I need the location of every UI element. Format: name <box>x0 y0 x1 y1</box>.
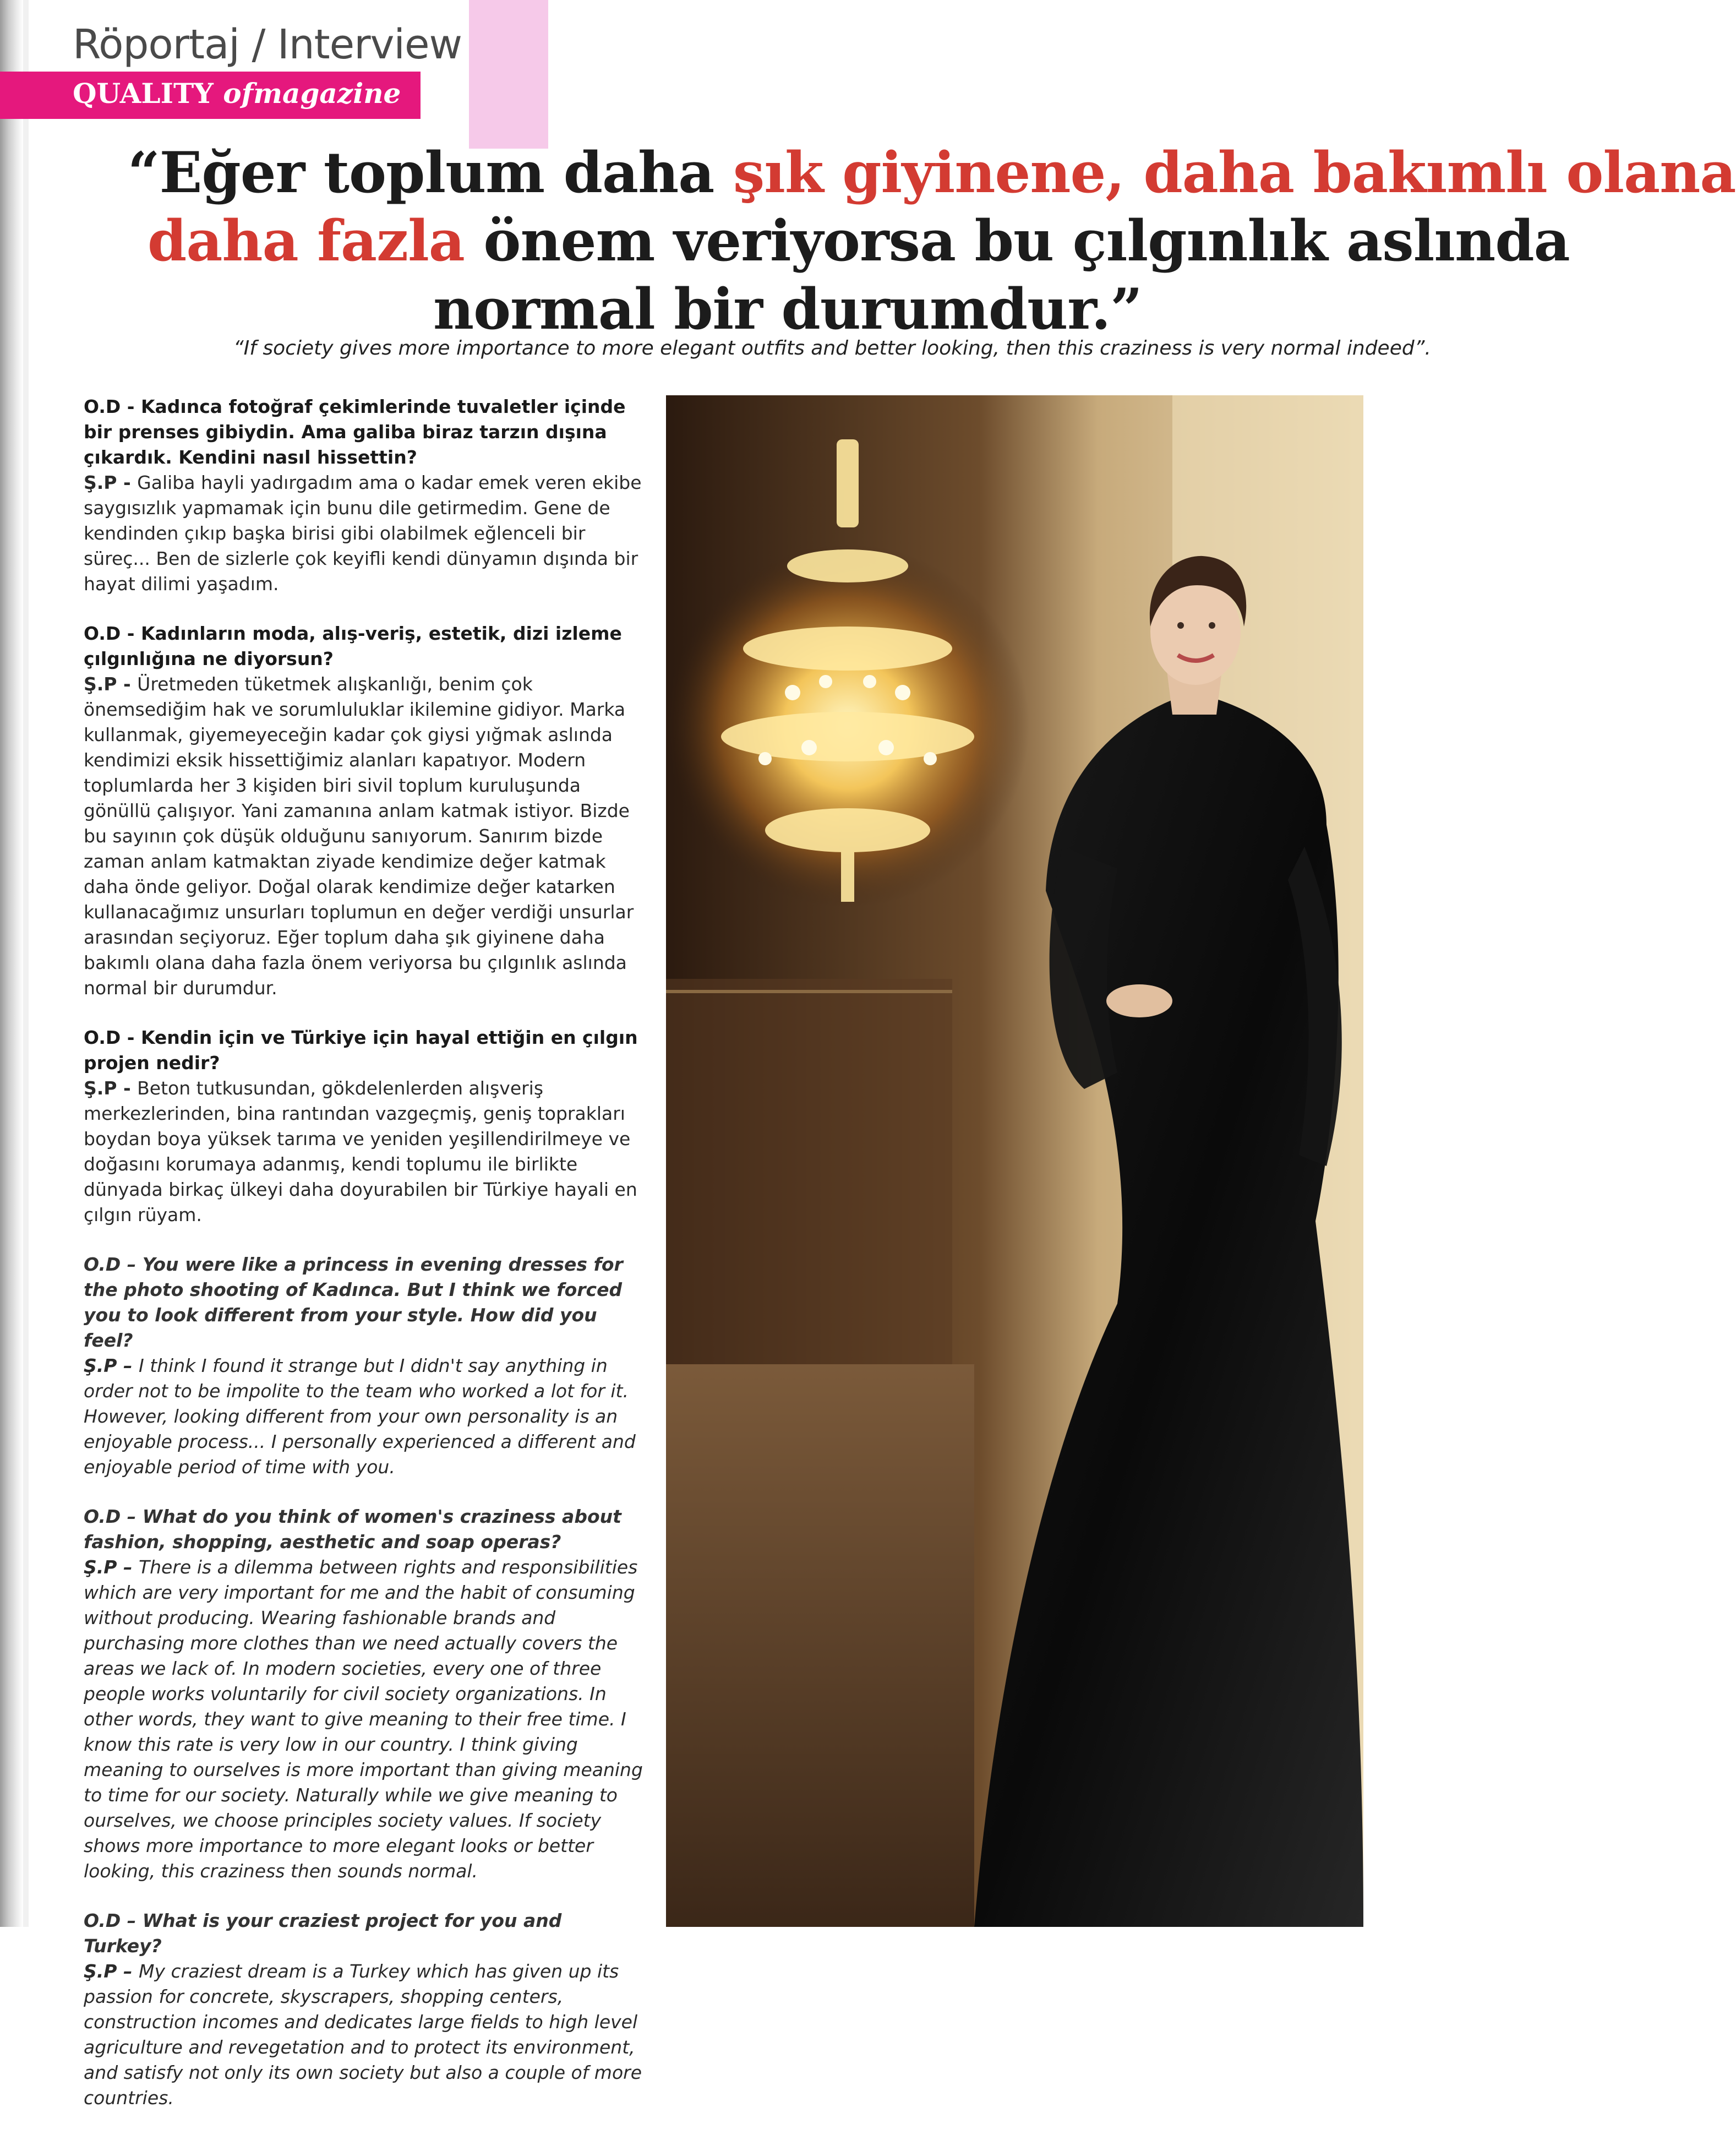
page-edge <box>23 0 29 1927</box>
headline-translation: “If society gives more importance to more elegant outfits and better looking, then this craziness is very normal indeed”. <box>233 337 1431 360</box>
portrait-photo <box>666 395 1363 1927</box>
interview-item-en-3: O.D – What is your craziest project for you and Turkey? Ş.P – My craziest dream is a Turkey which has given up its passion for concrete, skyscrapers, shopping centers, construction incomes and dedicates large fields to high level agriculture and revegetation and to protect its environment, and satisfy not only its own society but also a couple of more countries. <box>84 1910 642 2109</box>
interview-item-tr-2: O.D - Kadınların moda, alış-veriş, estetik, dizi izleme çılgınlığına ne diyorsun? Ş.P - Üretmeden tüketmek alışkanlığı, benim çok önemsediğim hak ve sorumluluklar ikilemine gidiyor. Marka kullanmak, giyemeyeceğin kadar çok giysi yığmak aslında kendimizi eksik hissettiğimiz alanları kapatıyor. Modern toplumlarda her 3 kişiden biri sivil toplum kuruluşunda gönüllü çalışıyor. Yani zamanına anlam katmak istiyor. Bizde bu sayının çok düşük olduğunu sanıyorum. Sanırım bizde zaman anlam katmaktan ziyade kendimize değer katmak daha önde geliyor. Doğal olarak kendimize değer katarken kullanacağımız unsurları toplumun en değer verdiği unsurlar arasından seçiyoruz. Eğer toplum daha şık giyinene daha bakımlı olana daha fazla önem veriyorsa bu çılgınlık aslında normal bir durumdur. <box>84 623 634 999</box>
interview-item-en-1: O.D – You were like a princess in evening dresses for the photo shooting of Kadınca. But I think we forced you to look different from your style. How did you feel? Ş.P – I think I found it strange but I didn't say anything in order not to be impolite to the team who worked a lot for it. However, looking different from your own personality is an enjoyable process... I personally experienced a different and enjoyable period of time with you. <box>84 1254 636 1478</box>
decorative-pink-block <box>469 0 548 149</box>
page-binding-shadow <box>0 0 23 1927</box>
interview-item-tr-1: O.D - Kadınca fotoğraf çekimlerinde tuvaletler içinde bir prenses gibiydin. Ama galiba biraz tarzın dışına çıkardık. Kendini nasıl hissettin? Ş.P - Galiba hayli yadırgadım ama o kadar emek veren ekibe saygısızlık yapmamak için bunu dile getirmedim. Gene de kendinden çıkıp başka birisi gibi olabilmek eğlenceli bir süreç... Ben de sizlerle çok keyifli kendi dünyamın dışında bir hayat dilimi yaşadım. <box>84 396 642 595</box>
interview-item-tr-3: O.D - Kendin için ve Türkiye için hayal ettiğin en çılgın projen nedir? Ş.P - Beton tutkusundan, gökdelenlerden alışveriş merkezlerinden, bina rantından vazgeçmiş, geniş toprakları boydan boya yüksek tarıma ve yeniden yeşillendirilmeye ve doğasını korumaya adanmış, kendi toplumu ile birlikte dünyada birkaç ülkeyi daha doyurabilen bir Türkiye hayali en çılgın rüyam. <box>84 1027 638 1226</box>
interview-item-en-2: O.D – What do you think of women's craziness about fashion, shopping, aesthetic and soap operas? Ş.P – There is a dilemma between rights and responsibilities which are very important for me and the habit of consuming without producing. Wearing fashionable brands and purchasing more clothes than we need actually covers the areas we lack of. In modern societies, every one of three people works voluntarily for civil society organizations. In other words, they want to give meaning to their free time. I know this rate is very low in our country. I think giving meaning to ourselves is more important than giving meaning to time for our society. Naturally while we give meaning to ourselves, we choose principles society values. If society shows more importance to more elegant looks or better looking, this craziness then sounds normal. <box>84 1506 643 1882</box>
magazine-name: QUALITY ofmagazine <box>73 77 401 110</box>
interview-column <box>84 394 645 2135</box>
headline-quote: “Eğer toplum daha şık giyinene, daha bakımlı olana daha fazla önem veriyorsa bu çılgınlık aslında normal bir durumdur.” <box>128 140 1736 342</box>
section-label: Röportaj / Interview <box>73 21 462 68</box>
